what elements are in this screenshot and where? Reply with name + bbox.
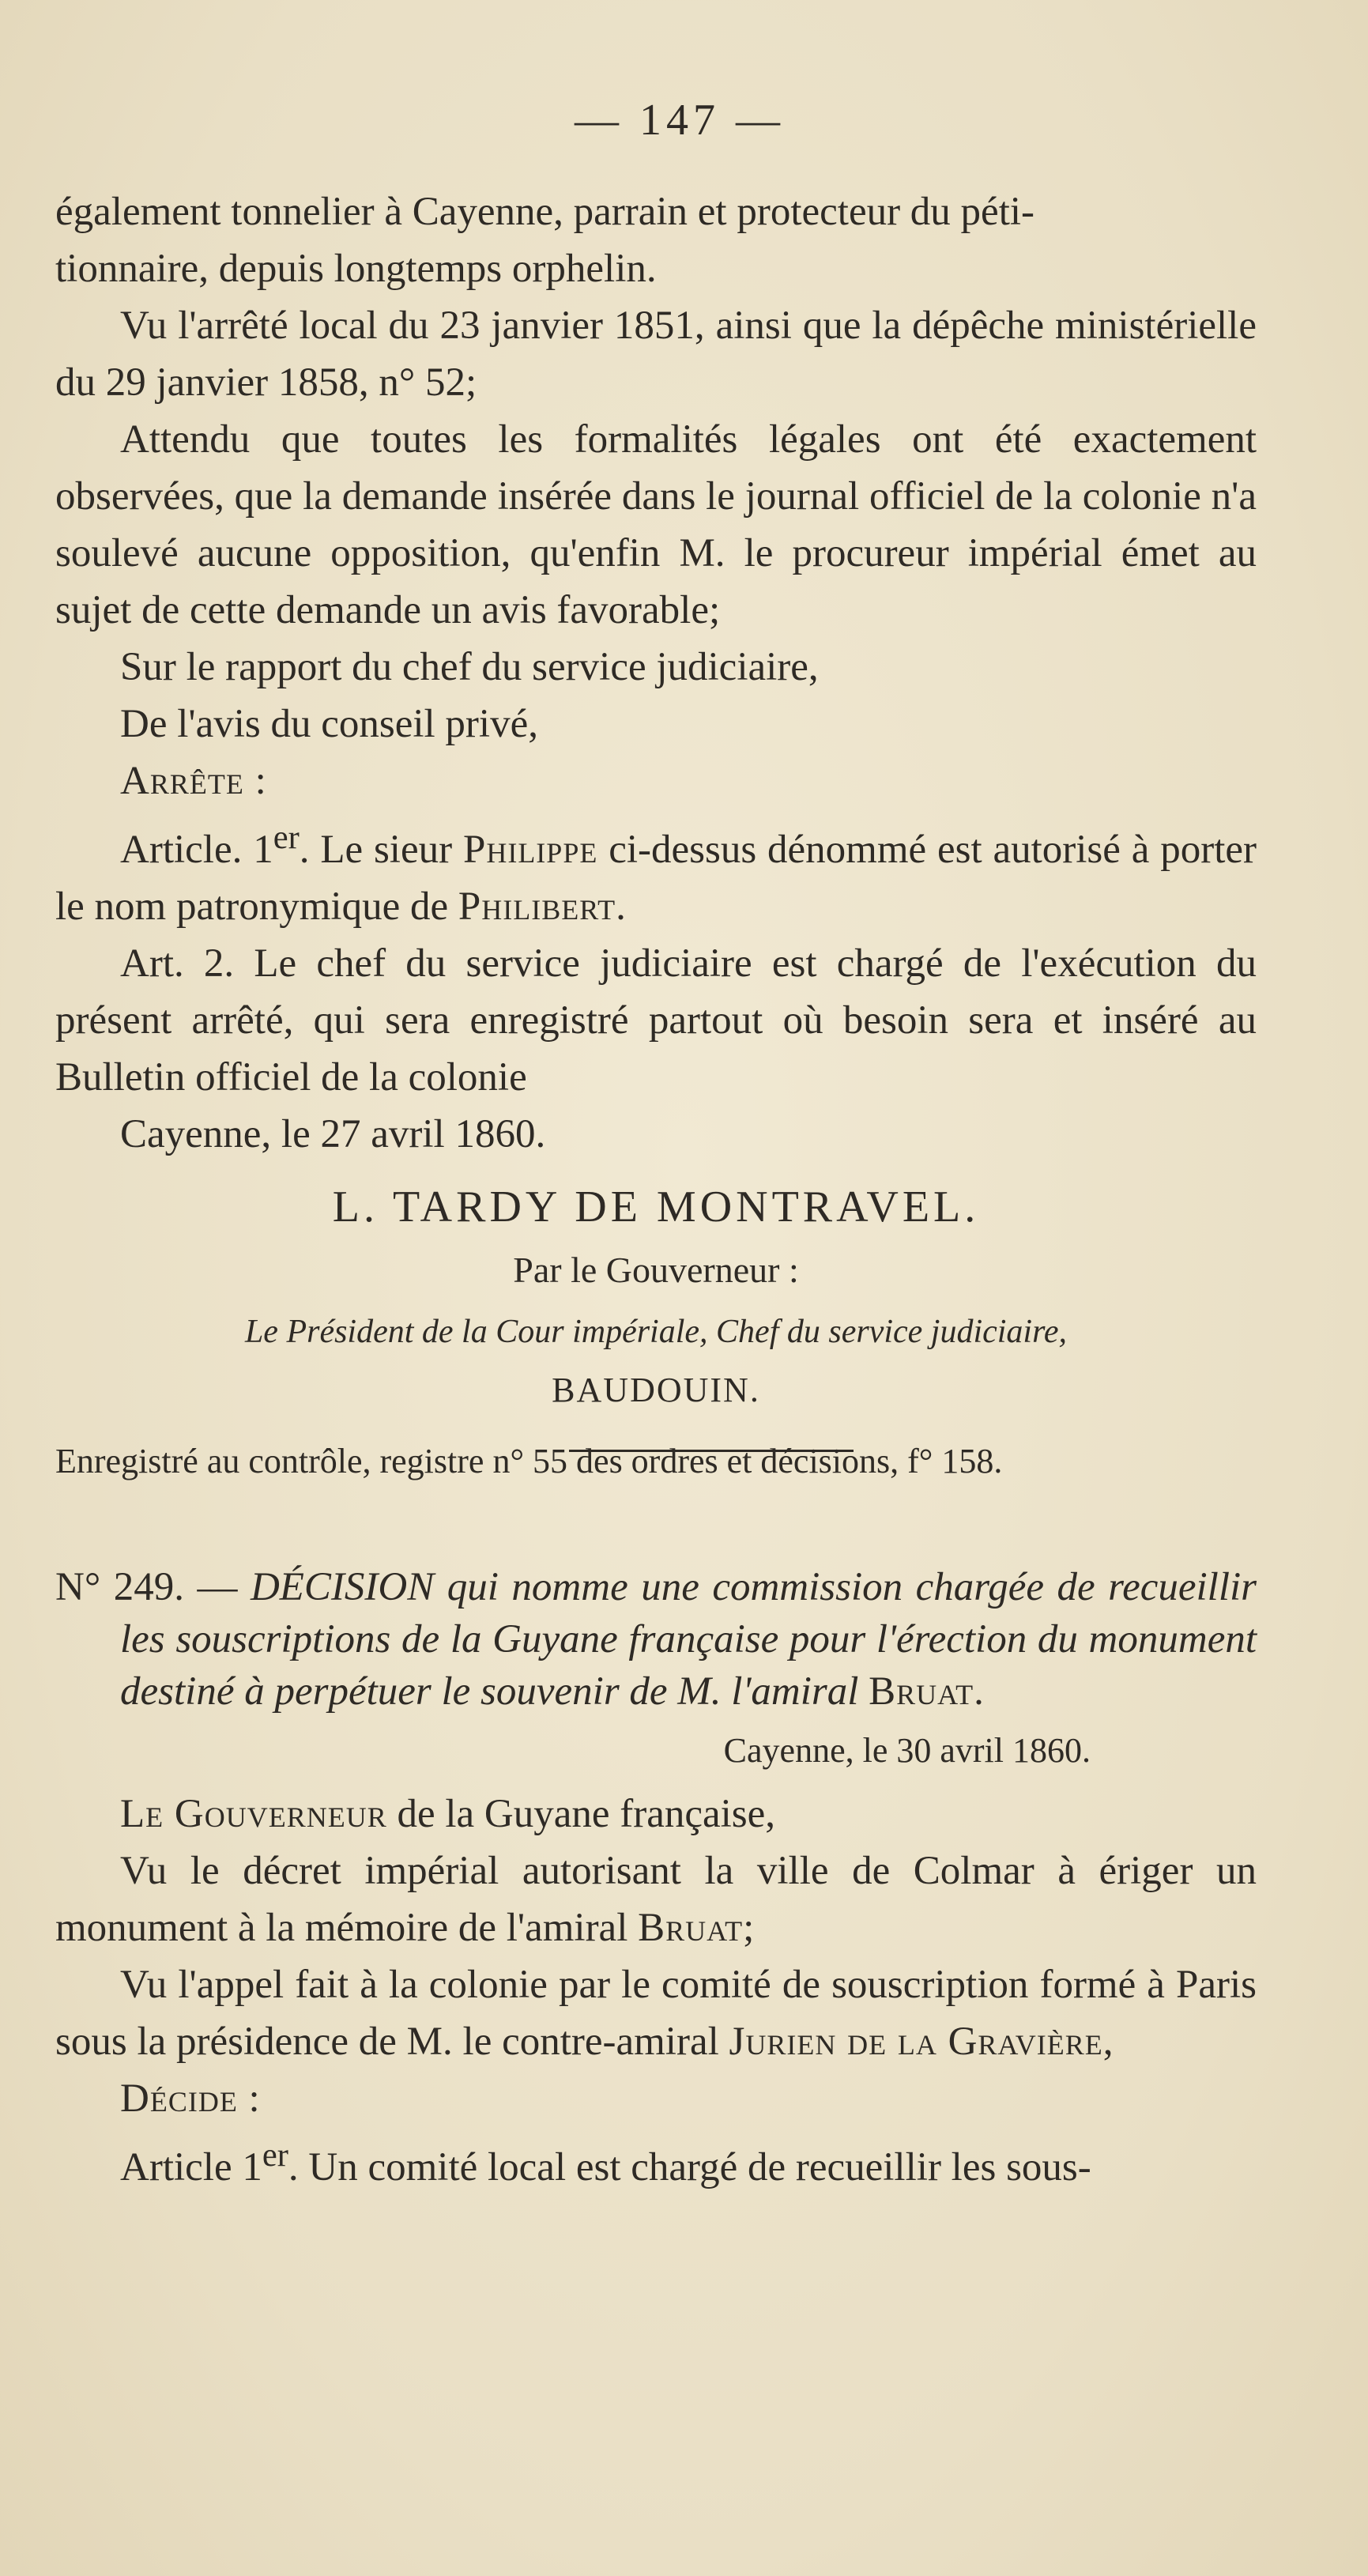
signatory-by: Par le Gouverneur : bbox=[513, 1250, 799, 1290]
person-name: Philibert bbox=[458, 884, 616, 929]
article-label: Article 1 bbox=[120, 2145, 262, 2189]
ordinal-suffix: er bbox=[262, 2137, 288, 2174]
decision-heading bbox=[55, 1561, 1257, 1718]
paragraph-attendu: Attendu que toutes les formalités légales ont été exactement observées, que la demande insérée dans le journal officiel de la colonie n'a soulevé aucune opposition, qu'enfin M. le procureur impérial émet au sujet de cette demande un avis favorable; bbox=[55, 417, 1257, 632]
decide-heading: Décide : bbox=[120, 2076, 261, 2121]
article-2: Art. 2. Le chef du service judiciaire est chargé de l'exécution du présent arrêté, qui sera enregistré partout où besoin sera et inséré au Bulletin officiel de la colonie bbox=[55, 941, 1257, 1099]
page-number: — 147 — bbox=[575, 96, 785, 145]
text-run: Vu l'appel fait à la colonie par le comité de souscription formé à Paris sous la présidence de M. le contre-amiral bbox=[55, 1963, 1257, 2064]
decision-title: DÉCISION qui nomme une commission chargée de recueillir les souscriptions de la Guyane française pour l'érection du monument destiné à perpétuer le souvenir de M. l'amiral bbox=[120, 1565, 1257, 1714]
signatory-title: Le Président de la Cour impériale, Chef du service judiciaire, bbox=[244, 1314, 1068, 1350]
decision-article-1 bbox=[55, 2127, 1257, 2196]
text-run: . bbox=[616, 884, 626, 929]
section-divider bbox=[569, 1450, 854, 1452]
article-1 bbox=[55, 809, 1257, 935]
text-run: . bbox=[974, 1669, 984, 1714]
document-page bbox=[55, 0, 1304, 2576]
paragraph-continuation bbox=[55, 183, 1257, 297]
registration-note: Enregistré au contrôle, registre n° 55 des ordres et décisions, f° 158. bbox=[55, 1442, 1003, 1480]
body-lower bbox=[55, 1561, 1257, 2196]
text-run: ; bbox=[743, 1906, 755, 1950]
person-name: Bruat bbox=[638, 1906, 744, 1950]
governor-label: Le Gouverneur bbox=[120, 1792, 387, 1836]
paragraph-vu-decret bbox=[55, 1842, 1257, 1956]
person-name: Bruat bbox=[869, 1669, 974, 1714]
place-date: Cayenne, le 27 avril 1860. bbox=[120, 1112, 546, 1156]
person-name: Philippe bbox=[462, 828, 598, 872]
text-run: , bbox=[1102, 2020, 1114, 2064]
text-line: tionnaire, depuis longtemps orphelin. bbox=[55, 247, 657, 291]
paragraph-rapport: Sur le rapport du chef du service judiciaire, bbox=[120, 645, 819, 689]
paragraph-avis: De l'avis du conseil privé, bbox=[120, 702, 538, 746]
paragraph-gouverneur bbox=[55, 1786, 1257, 1842]
article-label: Article. 1 bbox=[120, 828, 273, 872]
text-run: Vu le décret impérial autorisant la ville de Colmar à ériger un monument à la mémoire de l'amiral bbox=[55, 1849, 1257, 1950]
text-line: également tonnelier à Cayenne, parrain et protecteur du péti- bbox=[55, 190, 1035, 234]
ordinal-suffix: er bbox=[273, 819, 300, 856]
arrete-heading: Arrête : bbox=[120, 759, 267, 803]
decision-number: N° 249. — bbox=[55, 1565, 238, 1609]
signatory-name: L. TARDY DE MONTRAVEL. bbox=[332, 1182, 980, 1231]
body-upper bbox=[55, 183, 1257, 1490]
paragraph-vu-appel bbox=[55, 1956, 1257, 2070]
paragraph-vu: Vu l'arrêté local du 23 janvier 1851, ainsi que la dépêche ministérielle du 29 janvier 1858, n° 52; bbox=[55, 304, 1257, 405]
text-run: de la Guyane française, bbox=[397, 1792, 776, 1836]
text-run: ci-dessus dénommé est autorisé à porter le nom patronymique de bbox=[55, 828, 1257, 929]
person-name: Jurien de la Gravière bbox=[729, 2020, 1103, 2064]
text-run: . Un comité local est chargé de recueillir les sous- bbox=[288, 2145, 1091, 2189]
co-signatory: BAUDOUIN. bbox=[552, 1371, 760, 1409]
text-run: . Le sieur bbox=[299, 828, 453, 872]
dateline: Cayenne, le 30 avril 1860. bbox=[723, 1731, 1091, 1770]
